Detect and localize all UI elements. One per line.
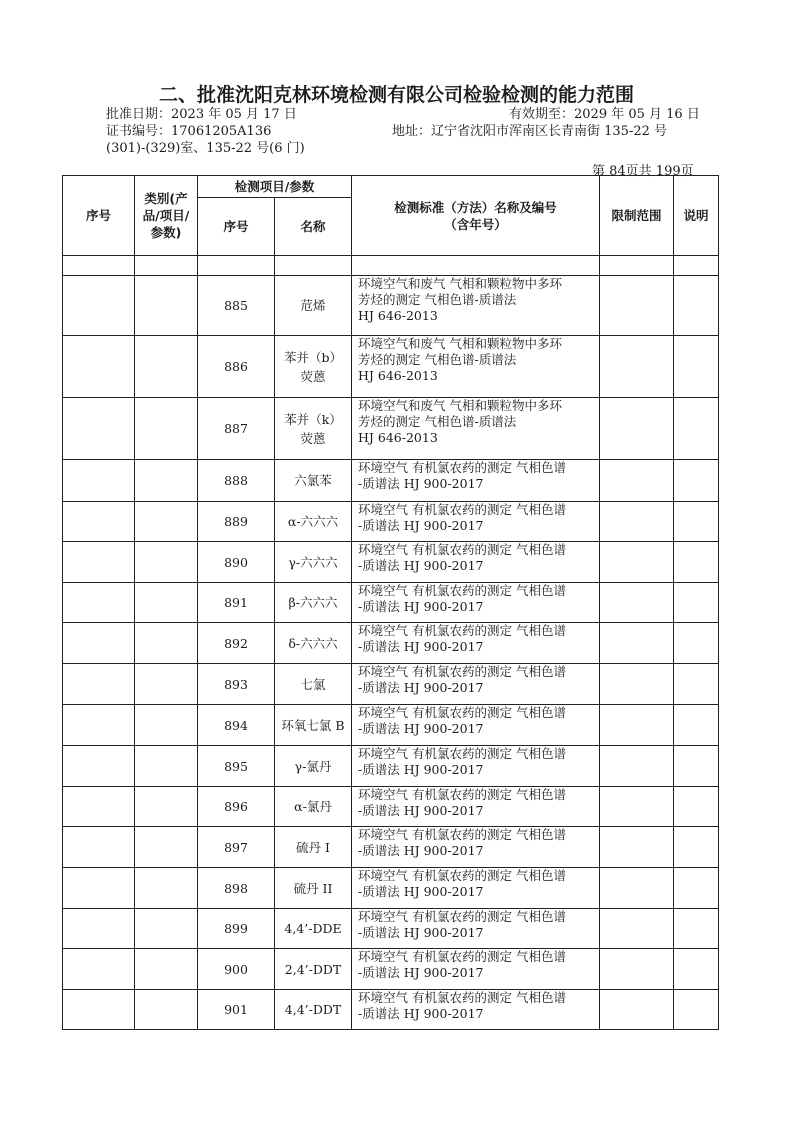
cell-category [135, 827, 198, 868]
cell-seq [63, 868, 135, 909]
standard-line: -质谱法 HJ 900-2017 [358, 476, 484, 491]
cell-seq [63, 705, 135, 746]
cell-limit [600, 746, 674, 787]
cell-standard [352, 502, 600, 542]
cell-item-no: 886 [198, 336, 275, 398]
standard-line: -质谱法 HJ 900-2017 [358, 803, 484, 818]
cell-standard [352, 827, 600, 868]
standard-line: 芳烃的测定 气相色谱-质谱法 [358, 352, 517, 367]
cell-note [674, 398, 719, 460]
cell-item-name: 4,4’-DDE [275, 909, 352, 949]
standard-line: -质谱法 HJ 900-2017 [358, 639, 484, 654]
cell-item-no: 895 [198, 746, 275, 787]
standard-line: 环境空气和废气 气相和颗粒物中多环 [358, 276, 562, 291]
table-row [63, 664, 719, 705]
cell-limit [600, 705, 674, 746]
standard-line: -质谱法 HJ 900-2017 [358, 680, 484, 695]
cell-limit [600, 787, 674, 827]
page-title: 二、批准沈阳克林环境检测有限公司检验检测的能力范围 [158, 84, 634, 106]
cell-item-name: 硫丹 I [275, 827, 352, 868]
cell-limit [600, 990, 674, 1030]
table-row [63, 583, 719, 623]
standard-line: HJ 646-2013 [358, 368, 438, 383]
cell-item-no: 891 [198, 583, 275, 623]
cell-standard [352, 909, 600, 949]
cell-note [674, 746, 719, 787]
cell-limit [600, 502, 674, 542]
cell-note [674, 990, 719, 1030]
table-row [63, 990, 719, 1030]
standard-line: 环境空气 有机氯农药的测定 气相色谱 [358, 542, 566, 557]
table-row [63, 746, 719, 787]
standard-line: -质谱法 HJ 900-2017 [358, 843, 484, 858]
standard-line: 环境空气和废气 气相和颗粒物中多环 [358, 336, 562, 351]
cell-standard [352, 746, 600, 787]
header-name: 名称 [275, 198, 352, 256]
header-sub-seq: 序号 [198, 198, 275, 256]
header-standard: 检测标准（方法）名称及编号（含年号） [352, 176, 600, 256]
standard-line: -质谱法 HJ 900-2017 [358, 884, 484, 899]
cell-limit [600, 949, 674, 990]
cell-standard [352, 623, 600, 664]
cell-note [674, 460, 719, 502]
standard-line: 环境空气 有机氯农药的测定 气相色谱 [358, 746, 566, 761]
standard-line: 环境空气 有机氯农药的测定 气相色谱 [358, 623, 566, 638]
cell-limit [600, 276, 674, 336]
cell-category [135, 623, 198, 664]
cell-category [135, 705, 198, 746]
cell-limit [600, 336, 674, 398]
cell-standard [352, 398, 600, 460]
standard-line: -质谱法 HJ 900-2017 [358, 925, 484, 940]
cell-category [135, 336, 198, 398]
cell-item-name: 2,4’-DDT [275, 949, 352, 990]
table-row-spacer [63, 256, 719, 276]
standard-line: -质谱法 HJ 900-2017 [358, 599, 484, 614]
cell-item-no: 893 [198, 664, 275, 705]
cell-category [135, 398, 198, 460]
table-row [63, 868, 719, 909]
cell-item-name: 六氯苯 [275, 460, 352, 502]
cell-note [674, 664, 719, 705]
cell-category [135, 868, 198, 909]
cell-category [135, 746, 198, 787]
cell-item-no: 889 [198, 502, 275, 542]
standard-line: -质谱法 HJ 900-2017 [358, 558, 484, 573]
cell-limit [600, 909, 674, 949]
room-info: (301)-(329)室、135-22 号(6 门) [106, 141, 305, 156]
cell-item-name: 苯并（k）荧蒽 [275, 398, 352, 460]
cell-category [135, 949, 198, 990]
cell-limit [600, 827, 674, 868]
cell-note [674, 336, 719, 398]
cell-category [135, 583, 198, 623]
cell-limit [600, 398, 674, 460]
capability-table [62, 175, 719, 1030]
cell-category [135, 502, 198, 542]
header-seq: 序号 [63, 176, 135, 256]
cell-item-no: 888 [198, 460, 275, 502]
standard-line: 环境空气 有机氯农药的测定 气相色谱 [358, 990, 566, 1005]
table-row [63, 827, 719, 868]
standard-line: 环境空气 有机氯农药的测定 气相色谱 [358, 868, 566, 883]
table-row [63, 949, 719, 990]
cell-note [674, 787, 719, 827]
cell-item-no: 899 [198, 909, 275, 949]
cell-item-no: 897 [198, 827, 275, 868]
cell-category [135, 909, 198, 949]
cell-seq [63, 787, 135, 827]
cell-item-no: 894 [198, 705, 275, 746]
standard-line: HJ 646-2013 [358, 430, 438, 445]
cell-item-name: α-六六六 [275, 502, 352, 542]
cell-limit [600, 623, 674, 664]
standard-line: -质谱法 HJ 900-2017 [358, 721, 484, 736]
standard-line: 环境空气 有机氯农药的测定 气相色谱 [358, 460, 566, 475]
cell-standard [352, 949, 600, 990]
cell-note [674, 542, 719, 583]
cell-note [674, 827, 719, 868]
cell-seq [63, 276, 135, 336]
approval-date: 批准日期：2023 年 05 月 17 日 [106, 107, 297, 122]
valid-until: 有效期至：2029 年 05 月 16 日 [509, 107, 700, 122]
cell-seq [63, 827, 135, 868]
cell-limit [600, 868, 674, 909]
header-category: 类别(产品/项目/参数) [135, 176, 198, 256]
cell-seq [63, 909, 135, 949]
cell-category [135, 542, 198, 583]
cell-item-name: γ-六六六 [275, 542, 352, 583]
table-row [63, 336, 719, 398]
cell-item-name: 苯并（b）荧蒽 [275, 336, 352, 398]
cell-note [674, 909, 719, 949]
cell-category [135, 990, 198, 1030]
standard-line: 芳烃的测定 气相色谱-质谱法 [358, 414, 517, 429]
cell-standard [352, 868, 600, 909]
cell-note [674, 502, 719, 542]
cell-standard [352, 460, 600, 502]
cell-note [674, 583, 719, 623]
header-limit: 限制范围 [600, 176, 674, 256]
standard-line: HJ 646-2013 [358, 308, 438, 323]
cell-item-name: 环氧七氯 B [275, 705, 352, 746]
table-body [63, 256, 719, 1030]
cell-item-name: 4,4’-DDT [275, 990, 352, 1030]
cell-note [674, 276, 719, 336]
table-row [63, 502, 719, 542]
table-row [63, 787, 719, 827]
cell-seq [63, 623, 135, 664]
cell-item-no: 887 [198, 398, 275, 460]
cell-category [135, 276, 198, 336]
cell-standard [352, 276, 600, 336]
cell-seq [63, 949, 135, 990]
cell-limit [600, 460, 674, 502]
address: 地址：辽宁省沈阳市浑南区长青南街 135-22 号 [392, 124, 668, 139]
cell-item-no: 898 [198, 868, 275, 909]
cell-limit [600, 583, 674, 623]
standard-line: 环境空气 有机氯农药的测定 气相色谱 [358, 664, 566, 679]
cell-standard [352, 336, 600, 398]
standard-line: -质谱法 HJ 900-2017 [358, 965, 484, 980]
cell-item-name: 苊烯 [275, 276, 352, 336]
cell-seq [63, 398, 135, 460]
standard-line: 环境空气 有机氯农药的测定 气相色谱 [358, 502, 566, 517]
standard-line: 芳烃的测定 气相色谱-质谱法 [358, 292, 517, 307]
table-row [63, 276, 719, 336]
cell-standard [352, 542, 600, 583]
cell-category [135, 664, 198, 705]
cell-standard [352, 705, 600, 746]
cell-item-no: 892 [198, 623, 275, 664]
standard-line: 环境空气 有机氯农药的测定 气相色谱 [358, 705, 566, 720]
cell-item-name: 七氯 [275, 664, 352, 705]
table-row [63, 398, 719, 460]
cell-note [674, 705, 719, 746]
cell-seq [63, 664, 135, 705]
standard-line: -质谱法 HJ 900-2017 [358, 762, 484, 777]
cell-limit [600, 542, 674, 583]
standard-line: 环境空气 有机氯农药的测定 气相色谱 [358, 949, 566, 964]
cell-standard [352, 583, 600, 623]
header-note: 说明 [674, 176, 719, 256]
cell-seq [63, 502, 135, 542]
cell-note [674, 949, 719, 990]
standard-line: 环境空气 有机氯农药的测定 气相色谱 [358, 909, 566, 924]
cell-item-name: β-六六六 [275, 583, 352, 623]
standard-line: 环境空气 有机氯农药的测定 气相色谱 [358, 787, 566, 802]
cell-item-name: δ-六六六 [275, 623, 352, 664]
cell-standard [352, 787, 600, 827]
certificate-number: 证书编号：17061205A136 [106, 124, 272, 139]
cell-item-no: 890 [198, 542, 275, 583]
cell-note [674, 623, 719, 664]
standard-line: -质谱法 HJ 900-2017 [358, 518, 484, 533]
table-row [63, 542, 719, 583]
page-number: 第 84页共 199页 [592, 164, 694, 179]
cell-category [135, 787, 198, 827]
cell-seq [63, 460, 135, 502]
header-test-item-group: 检测项目/参数 [198, 176, 352, 198]
table-row [63, 623, 719, 664]
cell-item-no: 901 [198, 990, 275, 1030]
cell-standard [352, 990, 600, 1030]
cell-item-no: 896 [198, 787, 275, 827]
cell-seq [63, 990, 135, 1030]
standard-line: 环境空气 有机氯农药的测定 气相色谱 [358, 583, 566, 598]
cell-item-no: 900 [198, 949, 275, 990]
table-row [63, 909, 719, 949]
standard-line: 环境空气 有机氯农药的测定 气相色谱 [358, 827, 566, 842]
standard-line: -质谱法 HJ 900-2017 [358, 1006, 484, 1021]
standard-line: 环境空气和废气 气相和颗粒物中多环 [358, 398, 562, 413]
cell-seq [63, 336, 135, 398]
cell-item-name: α-氯丹 [275, 787, 352, 827]
cell-seq [63, 583, 135, 623]
cell-standard [352, 664, 600, 705]
cell-item-name: 硫丹 II [275, 868, 352, 909]
table-row [63, 460, 719, 502]
cell-limit [600, 664, 674, 705]
cell-item-name: γ-氯丹 [275, 746, 352, 787]
cell-category [135, 460, 198, 502]
cell-seq [63, 746, 135, 787]
cell-note [674, 868, 719, 909]
cell-seq [63, 542, 135, 583]
table-row [63, 705, 719, 746]
cell-item-no: 885 [198, 276, 275, 336]
